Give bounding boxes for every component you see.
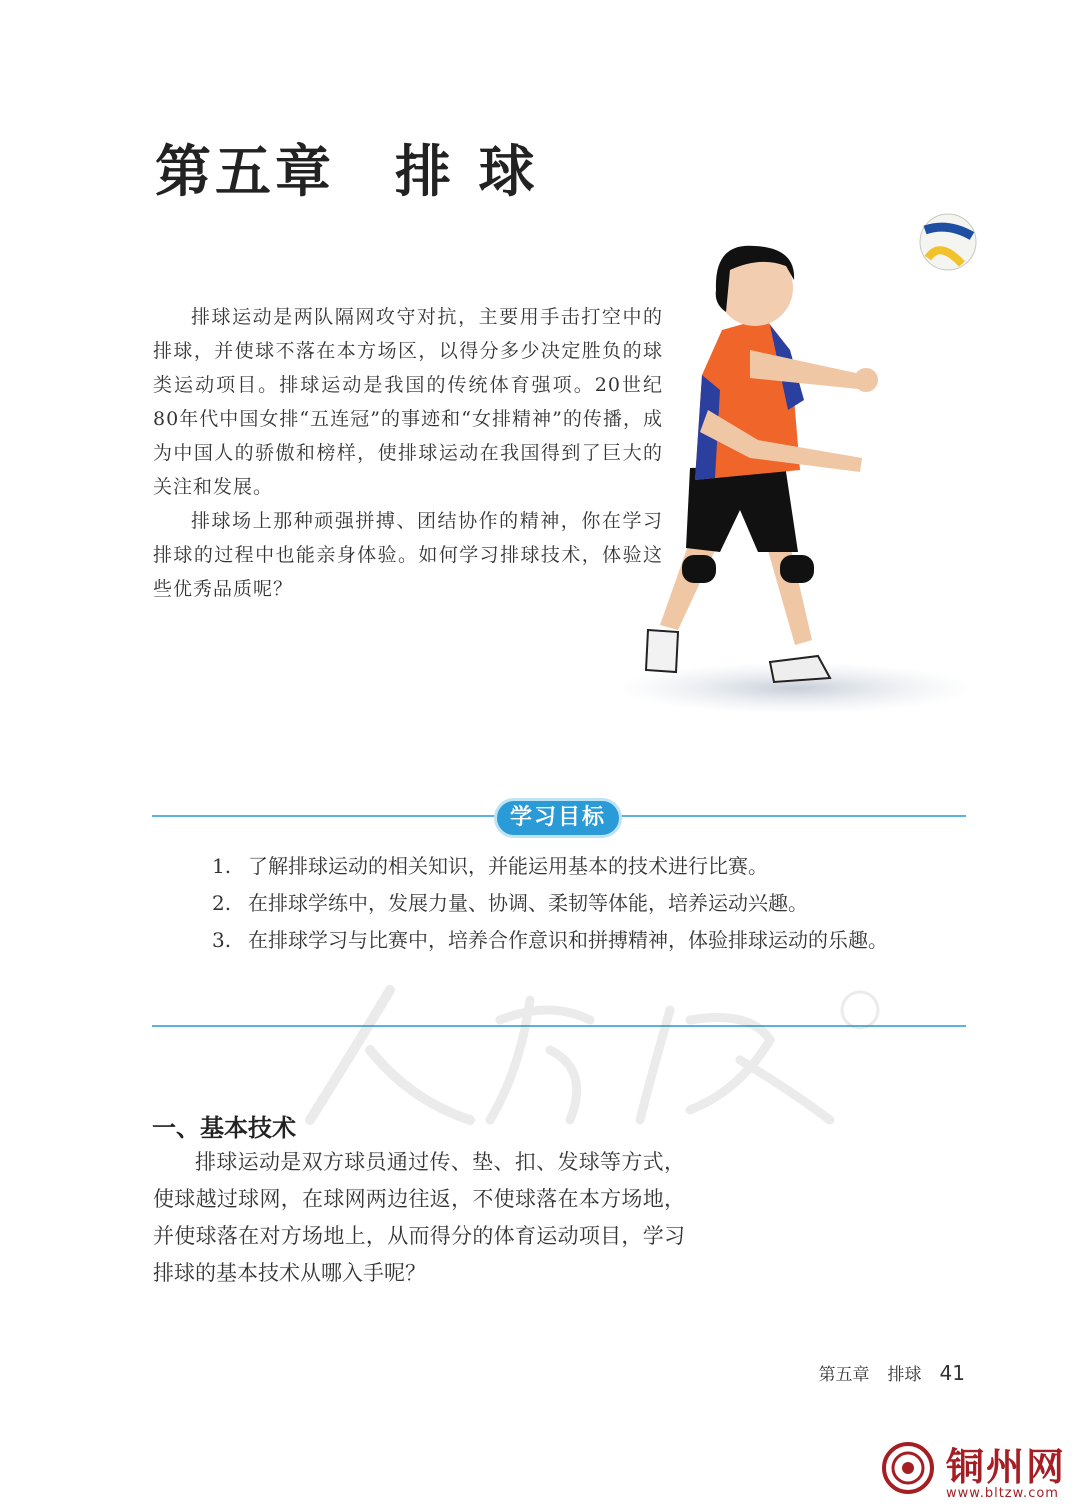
- chapter-title: 第五章 排 球: [155, 139, 539, 205]
- section-body: [153, 1144, 685, 1292]
- section-heading: 一、基本技术: [152, 1114, 296, 1142]
- goal-text: 了解排球运动的相关知识，并能运用基本的技术进行比赛。: [248, 854, 768, 878]
- goals-badge: 学习目标: [494, 798, 622, 838]
- goal-number: 1.: [212, 854, 232, 878]
- goal-item: [212, 885, 957, 922]
- volleyball-player-photo: [590, 200, 990, 720]
- footer-topic: 排球: [887, 1365, 922, 1385]
- intro-paragraph-1: 排球运动是两队隔网攻守对抗，主要用手击打空中的排球，并使球不落在本方场区，以得分多少决定胜负的球类运动项目。排球运动是我国的传统体育强项。20世纪80年代中国女排“五连冠”的事迹和“女排精神”的传播，成为中国人的骄傲和榜样，使排球运动在我国得到了巨大的关注和发展。: [153, 306, 663, 498]
- goals-list: [212, 848, 957, 959]
- goal-text: 在排球学练中，发展力量、协调、柔韧等体能，培养运动兴趣。: [248, 891, 808, 915]
- page-footer: [819, 1360, 965, 1385]
- goal-item: [212, 848, 957, 885]
- goal-number: 3.: [212, 928, 232, 952]
- goal-text: 在排球学习与比赛中，培养合作意识和拼搏精神，体验排球运动的乐趣。: [248, 928, 888, 952]
- volleyball-icon: [920, 214, 976, 270]
- goal-item: [212, 922, 957, 959]
- page-number: 41: [939, 1361, 965, 1385]
- goal-number: 2.: [212, 891, 232, 915]
- intro-paragraph-2: 排球场上那种顽强拼搏、团结协作的精神，你在学习排球的过程中也能亲身体验。如何学习排球技术，体验这些优秀品质呢？: [153, 510, 663, 600]
- publisher-watermark: [270, 980, 890, 1130]
- footer-chapter: 第五章: [818, 1365, 870, 1385]
- section-paragraph: 排球运动是双方球员通过传、垫、扣、发球等方式，使球越过球网，在球网两边往返，不使球落在本方场地，并使球落在对方场地上，从而得分的体育运动项目，学习排球的基本技术从哪入手呢？: [153, 1150, 685, 1285]
- intro-text: [153, 300, 663, 606]
- site-url: www.bltzw.com: [946, 1486, 1059, 1501]
- site-name: 铜州网: [946, 1444, 1067, 1489]
